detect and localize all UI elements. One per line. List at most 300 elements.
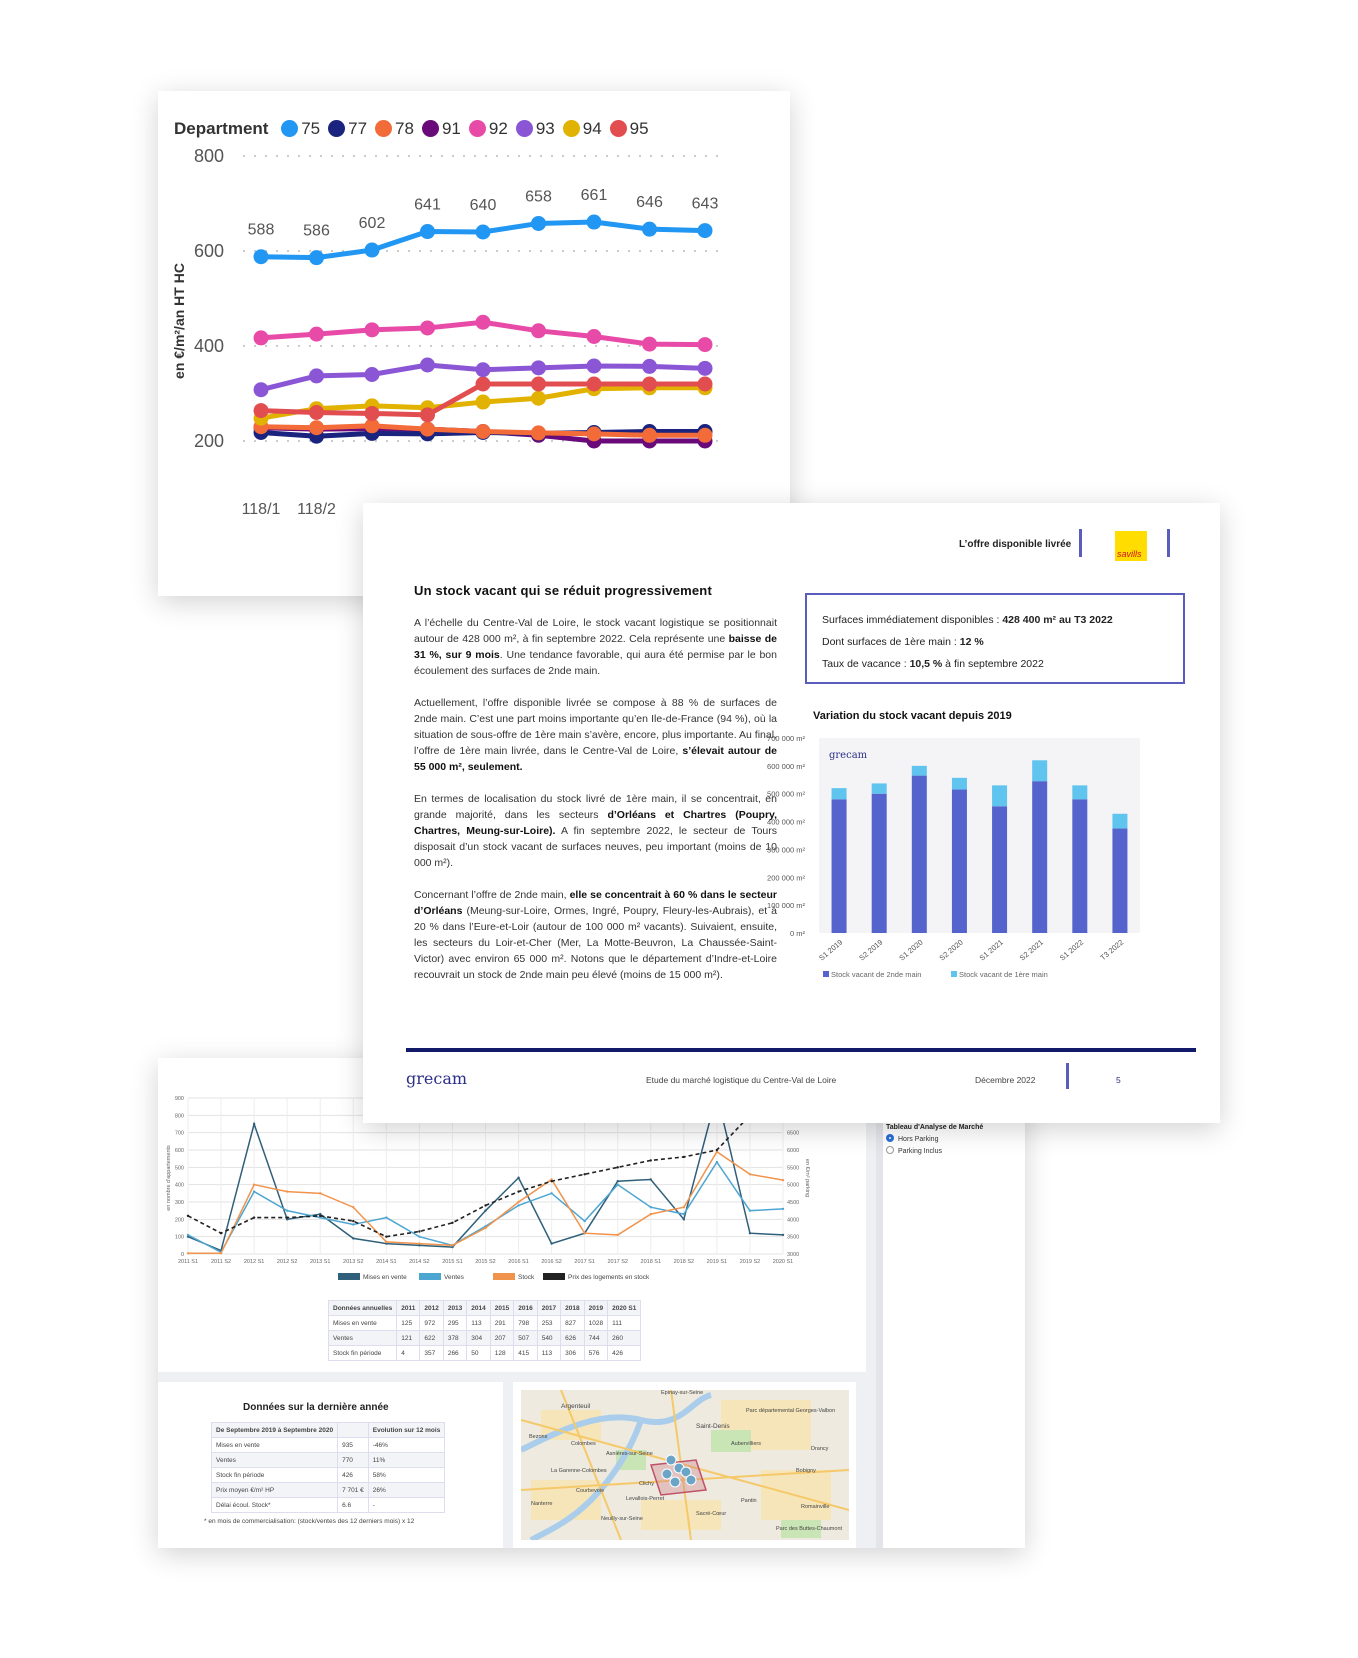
y-tick-label: 700: [174, 1130, 184, 1137]
x-tick-label: 2018 S2: [673, 1259, 695, 1265]
table-cell: 26%: [368, 1483, 445, 1498]
table-cell: 798: [514, 1316, 537, 1331]
table-header-cell: 2015: [490, 1301, 513, 1316]
y-tick-label: 600 000 m²: [767, 761, 805, 771]
y-tick-label: 600: [174, 1148, 184, 1154]
side-scrollbar[interactable]: [876, 1058, 883, 1548]
data-point[interactable]: [617, 1183, 619, 1185]
data-point[interactable]: [517, 1201, 519, 1203]
bar-segment[interactable]: [1072, 799, 1087, 933]
table-cell: 827: [561, 1316, 584, 1331]
x-tick-label: 2015 S1: [442, 1259, 463, 1265]
x-tick-label: 2017 S1: [574, 1259, 595, 1265]
legend-label[interactable]: Stock: [518, 1274, 535, 1281]
data-point[interactable]: [365, 322, 380, 337]
table-row: [329, 1331, 641, 1346]
key-figure-first-hand: Dont surfaces de 1ère main : 12 %: [822, 636, 984, 648]
data-point[interactable]: [650, 1206, 652, 1208]
table-cell: 507: [514, 1331, 537, 1346]
legend-swatch: [543, 1273, 565, 1280]
plot-area: [819, 738, 1140, 933]
data-point[interactable]: [352, 1237, 354, 1239]
data-point[interactable]: [583, 1232, 585, 1234]
bar-segment[interactable]: [1072, 785, 1087, 799]
y-tick-label: 800: [174, 1113, 184, 1120]
map-label: Parc départemental Georges-Valbon: [746, 1408, 836, 1414]
bar-segment[interactable]: [1032, 760, 1047, 781]
data-label: 658: [525, 188, 552, 206]
data-point[interactable]: [253, 1216, 255, 1218]
data-point[interactable]: [716, 1161, 718, 1163]
table-cell: Mises en vente: [329, 1316, 397, 1331]
table-header-cell: Evolution sur 12 mois: [368, 1423, 445, 1438]
y-tick-label: 200 000 m²: [767, 873, 805, 883]
legend-swatch: [419, 1273, 441, 1280]
x-tick-label: 2014 S1: [376, 1259, 397, 1265]
map-label: Nanterre: [531, 1501, 553, 1507]
table-cell: Stock fin période: [329, 1346, 397, 1361]
table-cell: 207: [490, 1331, 513, 1346]
y-tick-label: 200: [193, 431, 224, 451]
data-point[interactable]: [587, 215, 602, 230]
data-point[interactable]: [253, 1190, 255, 1192]
table-cell: 6.6: [338, 1498, 369, 1513]
y-axis-label: en €/m²/an HT HC: [171, 263, 187, 379]
y-tick-label: 400: [193, 336, 224, 356]
table-cell: 11%: [368, 1453, 445, 1468]
data-point[interactable]: [782, 1179, 784, 1181]
data-point[interactable]: [220, 1232, 222, 1234]
data-label: 646: [636, 194, 663, 212]
x-tick-label: 2019 S2: [739, 1259, 761, 1265]
data-point[interactable]: [683, 1206, 685, 1208]
legend-label: 93: [535, 119, 555, 138]
map-label: Asnières-sur-Seine: [606, 1451, 653, 1457]
data-point[interactable]: [352, 1220, 354, 1222]
data-point[interactable]: [385, 1216, 387, 1218]
data-point[interactable]: [476, 225, 491, 240]
table-cell: Prix moyen €/m² HP: [212, 1483, 338, 1498]
data-label: 586: [303, 222, 330, 240]
data-point[interactable]: [476, 424, 491, 439]
y2-tick-label: 4500: [787, 1200, 800, 1206]
data-point[interactable]: [749, 1209, 751, 1211]
data-point[interactable]: [476, 395, 491, 410]
data-point[interactable]: [187, 1252, 189, 1254]
data-point[interactable]: [484, 1204, 486, 1206]
data-label: 602: [358, 215, 386, 233]
x-tick-label: 2018 S1: [640, 1259, 662, 1265]
data-point[interactable]: [418, 1230, 420, 1232]
data-point[interactable]: [782, 1234, 784, 1236]
table-header-cell: 2016: [514, 1301, 537, 1316]
data-point[interactable]: [531, 377, 546, 392]
last-year-panel: [158, 1382, 503, 1548]
bar-segment[interactable]: [912, 766, 927, 776]
y-tick-label: 300 000 m²: [767, 845, 805, 855]
body-text: [414, 615, 777, 999]
data-point[interactable]: [642, 337, 657, 352]
y-tick-label: 300: [174, 1200, 184, 1206]
page-number: 5: [1116, 1075, 1121, 1085]
table-cell: 576: [584, 1346, 607, 1361]
grecam-logo: grecam: [406, 1069, 468, 1088]
data-label: 643: [691, 195, 719, 213]
table-cell: 113: [467, 1316, 490, 1331]
market-dashboard: [158, 1058, 1025, 1548]
bar-segment[interactable]: [832, 788, 847, 799]
table-cell: 121: [397, 1331, 420, 1346]
data-point[interactable]: [309, 250, 324, 265]
bar-segment[interactable]: [912, 776, 927, 933]
x-tick-label: S2 2020: [937, 937, 965, 963]
data-point[interactable]: [550, 1192, 552, 1194]
x-tick-label: 2012 S2: [276, 1259, 298, 1265]
data-point[interactable]: [420, 320, 435, 335]
table-row: [212, 1498, 445, 1513]
radio-parking-inclus[interactable]: Parking Inclus: [886, 1146, 983, 1155]
data-point[interactable]: [420, 224, 435, 239]
data-point[interactable]: [517, 1204, 519, 1206]
x-tick-label: S1 2019: [817, 937, 845, 963]
data-point[interactable]: [749, 1173, 751, 1175]
x-tick-label: 2019 S1: [706, 1259, 728, 1265]
paragraph: En termes de localisation du stock livré de 1ère main, il se concentrait, en grande majorité, dans les secteurs d’Orléans et Chartres (Poupry, Chartres, Meung-sur-Loire). A fin septembre 2022, le secteur de Tours disposait d’un stock vacant de surfaces neuves, peu important (moins de 10 000 m²).: [414, 793, 778, 869]
map-marker[interactable]: [662, 1469, 672, 1479]
table-header-cell: 2020 S1: [608, 1301, 641, 1316]
y2-tick-label: 3500: [787, 1234, 800, 1241]
legend-label[interactable]: Ventes: [444, 1274, 464, 1281]
table-cell: 357: [420, 1346, 443, 1361]
x-tick-label: 2020 S1: [772, 1259, 794, 1265]
data-point[interactable]: [683, 1213, 685, 1215]
data-point[interactable]: [583, 1220, 585, 1222]
legend-label: Stock vacant de 1ère main: [959, 970, 1048, 979]
x-tick-label: S2 2019: [857, 937, 885, 963]
data-point[interactable]: [418, 1242, 420, 1244]
data-point[interactable]: [187, 1234, 189, 1236]
bar-segment[interactable]: [992, 785, 1007, 806]
table-cell: 378: [443, 1331, 466, 1346]
chart-title: Variation du stock vacant depuis 2019: [813, 710, 1012, 722]
data-point[interactable]: [254, 249, 269, 264]
y-tick-label: 0 m²: [790, 929, 805, 938]
map-label: Bobigny: [796, 1468, 816, 1474]
y2-tick-label: 5500: [787, 1165, 800, 1172]
table-header-cell: 2019: [584, 1301, 607, 1316]
data-point[interactable]: [286, 1209, 288, 1211]
map-label: Romainville: [801, 1504, 830, 1510]
data-point[interactable]: [418, 1235, 420, 1237]
data-point[interactable]: [698, 361, 713, 376]
table-cell: 111: [608, 1316, 641, 1331]
legend-label: Stock vacant de 2nde main: [831, 970, 922, 979]
data-point[interactable]: [550, 1242, 552, 1244]
legend-swatch: [823, 971, 829, 977]
table-row: [329, 1316, 641, 1331]
last-year-table: [211, 1422, 445, 1513]
footer-rule: [406, 1048, 1196, 1052]
table-cell: -46%: [368, 1438, 445, 1453]
y-tick-label: 700 000 m²: [767, 734, 805, 743]
y2-tick-label: 3000: [787, 1252, 800, 1258]
table-row: [212, 1453, 445, 1468]
paragraph: Actuellement, l’offre disponible livrée se compose à 88 % de surfaces de 2nde main. C’est une part moins importante qu’en Ile-de-France (94 %), où la situation de sous-offre de 1ère main s’avère, encore, plus importante. Au final, l’offre de 1ère main livrée, dans le Centre-Val de Loire, s’élevait autour de 55 000 m², seulement.: [414, 697, 778, 773]
x-tick-label: 118/2: [297, 501, 336, 518]
table-cell: 770: [338, 1453, 369, 1468]
data-point[interactable]: [698, 428, 713, 443]
legend-label[interactable]: Mises en vente: [363, 1274, 407, 1281]
data-label: 661: [580, 187, 608, 205]
y-tick-label: 100: [174, 1234, 184, 1241]
table-header-cell: Données annuelles: [329, 1301, 397, 1316]
data-point[interactable]: [484, 1209, 486, 1211]
data-point[interactable]: [385, 1235, 387, 1237]
bar-segment[interactable]: [1112, 814, 1127, 829]
bar-segment[interactable]: [872, 783, 887, 793]
data-point[interactable]: [352, 1223, 354, 1225]
table-header-cell: 2011: [397, 1301, 420, 1316]
map-label: Drancy: [811, 1446, 829, 1452]
y-tick-label: 900: [174, 1096, 184, 1102]
data-point[interactable]: [254, 330, 269, 345]
table-row: [329, 1346, 641, 1361]
legend-label: 95: [629, 119, 649, 138]
data-point[interactable]: [782, 1208, 784, 1210]
x-tick-label: T3 2022: [1098, 937, 1126, 963]
table-row: [329, 1301, 641, 1316]
data-point[interactable]: [683, 1218, 685, 1220]
map-label: Aubervilliers: [731, 1441, 761, 1447]
x-tick-label: 2014 S2: [409, 1259, 430, 1265]
x-tick-label: 2015 S2: [475, 1259, 496, 1265]
chart-watermark: grecam: [829, 750, 868, 761]
bar-segment[interactable]: [992, 806, 1007, 933]
data-point[interactable]: [319, 1192, 321, 1194]
data-point[interactable]: [683, 1156, 685, 1158]
y2-tick-label: 6000: [787, 1148, 800, 1154]
data-point[interactable]: [650, 1213, 652, 1215]
bar-segment[interactable]: [1032, 781, 1047, 933]
table-header-cell: De Septembre 2019 à Septembre 2020: [212, 1423, 338, 1438]
data-point[interactable]: [476, 362, 491, 377]
bar-segment[interactable]: [832, 799, 847, 933]
data-point[interactable]: [650, 1178, 652, 1180]
table-row: [212, 1438, 445, 1453]
data-point[interactable]: [749, 1232, 751, 1234]
data-point[interactable]: [254, 382, 269, 397]
data-point[interactable]: [220, 1252, 222, 1254]
bar-segment[interactable]: [952, 778, 967, 790]
data-point[interactable]: [587, 426, 602, 441]
y-tick-label: 600: [193, 241, 224, 261]
data-point[interactable]: [650, 1159, 652, 1161]
map-label: Levallois-Perret: [626, 1496, 665, 1502]
data-point[interactable]: [531, 391, 546, 406]
legend-swatch: [338, 1273, 360, 1280]
data-point[interactable]: [309, 327, 324, 342]
legend-title: Department: [174, 119, 269, 138]
y2-tick-label: 4000: [787, 1217, 800, 1224]
data-point[interactable]: [617, 1180, 619, 1182]
table-header-cell: 2018: [561, 1301, 584, 1316]
table-row: [212, 1423, 445, 1438]
table-header-cell: 2013: [443, 1301, 466, 1316]
y-tick-label: 100 000 m²: [767, 901, 805, 911]
data-point[interactable]: [587, 377, 602, 392]
x-tick-label: S1 2021: [977, 937, 1005, 963]
x-tick-label: 2016 S2: [541, 1259, 562, 1265]
table-cell: 128: [490, 1346, 513, 1361]
data-point[interactable]: [642, 222, 657, 237]
map-marker[interactable]: [666, 1455, 676, 1465]
table-header-cell: [338, 1423, 369, 1438]
data-point[interactable]: [642, 359, 657, 374]
table-cell: 7 701 €: [338, 1483, 369, 1498]
key-figure-vacancy: Taux de vacance : 10,5 % à fin septembre 2022: [822, 658, 1044, 670]
data-point[interactable]: [583, 1173, 585, 1175]
map-panel: [513, 1382, 856, 1548]
y-tick-label: 800: [193, 146, 224, 166]
data-point[interactable]: [451, 1222, 453, 1224]
table-cell: 260: [608, 1331, 641, 1346]
bar-segment[interactable]: [952, 790, 967, 933]
y2-axis-label: en €/m² parking: [804, 1158, 810, 1198]
y-tick-label: 500: [174, 1165, 184, 1172]
radio-hors-parking[interactable]: Hors Parking: [886, 1134, 983, 1143]
table-cell: -: [368, 1498, 445, 1513]
bar-segment[interactable]: [872, 794, 887, 933]
x-tick-label: 2013 S1: [309, 1259, 331, 1265]
data-point[interactable]: [309, 420, 324, 435]
map-label: Épinay-sur-Seine: [661, 1390, 704, 1396]
x-tick-label: 2012 S1: [243, 1259, 265, 1265]
legend-swatch: [951, 971, 957, 977]
data-point[interactable]: [309, 368, 324, 383]
data-point[interactable]: [517, 1190, 519, 1192]
data-point[interactable]: [531, 323, 546, 338]
legend-label: 92: [488, 119, 508, 138]
legend-label[interactable]: Prix des logements en stock: [568, 1274, 650, 1281]
paragraph: Concernant l’offre de 2nde main, elle se concentrait à 60 % dans le secteur d’Orléans (Meung-sur-Loire, Ormes, Ingré, Poupry, Fleury-les-Aubrais), et à 20 % dans l’Eure-et-Loir (autour de 100 000 m² vacants). Suivaient, ensuite, les secteurs du Loir-et-Cher (Mer, La Motte-Beuvron, La Chaussée-Saint-Victor) avec environ 65 000 m². Notons que le département d’Indre-et-Loire recouvrait un stock de 2nde main peu élevé (moins de 15 000 m²).: [414, 889, 777, 981]
paris-north-map[interactable]: [521, 1390, 849, 1540]
data-label: 588: [247, 221, 275, 239]
table-cell: Stock fin période: [212, 1468, 338, 1483]
data-point[interactable]: [476, 315, 491, 330]
x-tick-label: 118/1: [241, 501, 281, 518]
map-label: Courbevoie: [576, 1488, 605, 1494]
data-point[interactable]: [531, 216, 546, 231]
data-point[interactable]: [451, 1244, 453, 1246]
data-point[interactable]: [698, 337, 713, 352]
table-cell: 266: [443, 1346, 466, 1361]
x-tick-label: 2011 S1: [177, 1259, 199, 1265]
data-point[interactable]: [253, 1123, 255, 1125]
data-point[interactable]: [365, 367, 380, 382]
data-point[interactable]: [617, 1234, 619, 1236]
stock-bar-chart: [763, 728, 1163, 1028]
table-cell: 253: [537, 1316, 560, 1331]
table-cell: 113: [537, 1346, 560, 1361]
y-tick-label: 500 000 m²: [767, 789, 805, 799]
map-label: Saint-Denis: [696, 1423, 730, 1430]
report-page: [363, 503, 1220, 1123]
data-point[interactable]: [385, 1241, 387, 1243]
data-point[interactable]: [642, 428, 657, 443]
header-divider: [1079, 529, 1082, 557]
data-point[interactable]: [716, 1149, 718, 1151]
footer-divider: [1066, 1063, 1069, 1089]
key-figure-surfaces: Surfaces immédiatement disponibles : 428 400 m² au T3 2022: [822, 614, 1113, 626]
map-label: Sacré-Cœur: [696, 1511, 727, 1517]
section-title: L’offre disponible livrée: [959, 539, 1072, 550]
data-point[interactable]: [587, 358, 602, 373]
data-point[interactable]: [365, 406, 380, 421]
data-label: 640: [469, 197, 497, 214]
data-point[interactable]: [642, 377, 657, 392]
data-point[interactable]: [484, 1227, 486, 1229]
data-point[interactable]: [550, 1180, 552, 1182]
table-header-cell: 2017: [537, 1301, 560, 1316]
table-cell: 304: [467, 1331, 490, 1346]
annual-data-table: [328, 1300, 641, 1361]
data-point[interactable]: [698, 223, 713, 238]
data-point[interactable]: [517, 1177, 519, 1179]
data-point[interactable]: [531, 360, 546, 375]
data-point[interactable]: [420, 407, 435, 422]
x-tick-label: S1 2022: [1057, 937, 1086, 963]
table-cell: 1028: [584, 1316, 607, 1331]
bar-segment[interactable]: [1112, 829, 1127, 933]
data-point[interactable]: [253, 1183, 255, 1185]
data-point[interactable]: [319, 1215, 321, 1217]
x-tick-label: 2017 S2: [607, 1259, 628, 1265]
table-cell: Ventes: [212, 1453, 338, 1468]
data-point[interactable]: [286, 1190, 288, 1192]
legend-label: 75: [301, 119, 321, 138]
table-cell: 50: [467, 1346, 490, 1361]
key-figures-box: [805, 593, 1185, 684]
market-analysis-options: [886, 1124, 983, 1158]
data-point[interactable]: [617, 1166, 619, 1168]
data-point[interactable]: [476, 377, 491, 392]
table-cell: 622: [420, 1331, 443, 1346]
legend-label: 91: [441, 119, 461, 138]
map-marker[interactable]: [670, 1477, 680, 1487]
data-point[interactable]: [254, 403, 269, 418]
data-point[interactable]: [420, 358, 435, 373]
data-point[interactable]: [587, 329, 602, 344]
table-cell: 426: [338, 1468, 369, 1483]
data-point[interactable]: [352, 1206, 354, 1208]
data-point[interactable]: [309, 405, 324, 420]
map-label: La Garenne-Colombes: [551, 1468, 607, 1474]
y-tick-label: 400: [174, 1182, 184, 1189]
last-year-title: Données sur la dernière année: [243, 1402, 389, 1413]
data-point[interactable]: [365, 243, 380, 258]
data-point[interactable]: [286, 1216, 288, 1218]
footer-study-title: Etude du marché logistique du Centre-Val de Loire: [646, 1075, 837, 1085]
table-row: [212, 1483, 445, 1498]
map-marker[interactable]: [686, 1475, 696, 1485]
data-point[interactable]: [531, 425, 546, 440]
data-point[interactable]: [698, 377, 713, 392]
table-cell: Délai écoul. Stock*: [212, 1498, 338, 1513]
data-point[interactable]: [187, 1215, 189, 1217]
table-cell: 4: [397, 1346, 420, 1361]
map-label: Parc des Buttes-Chaumont: [776, 1526, 843, 1532]
data-point[interactable]: [420, 422, 435, 437]
